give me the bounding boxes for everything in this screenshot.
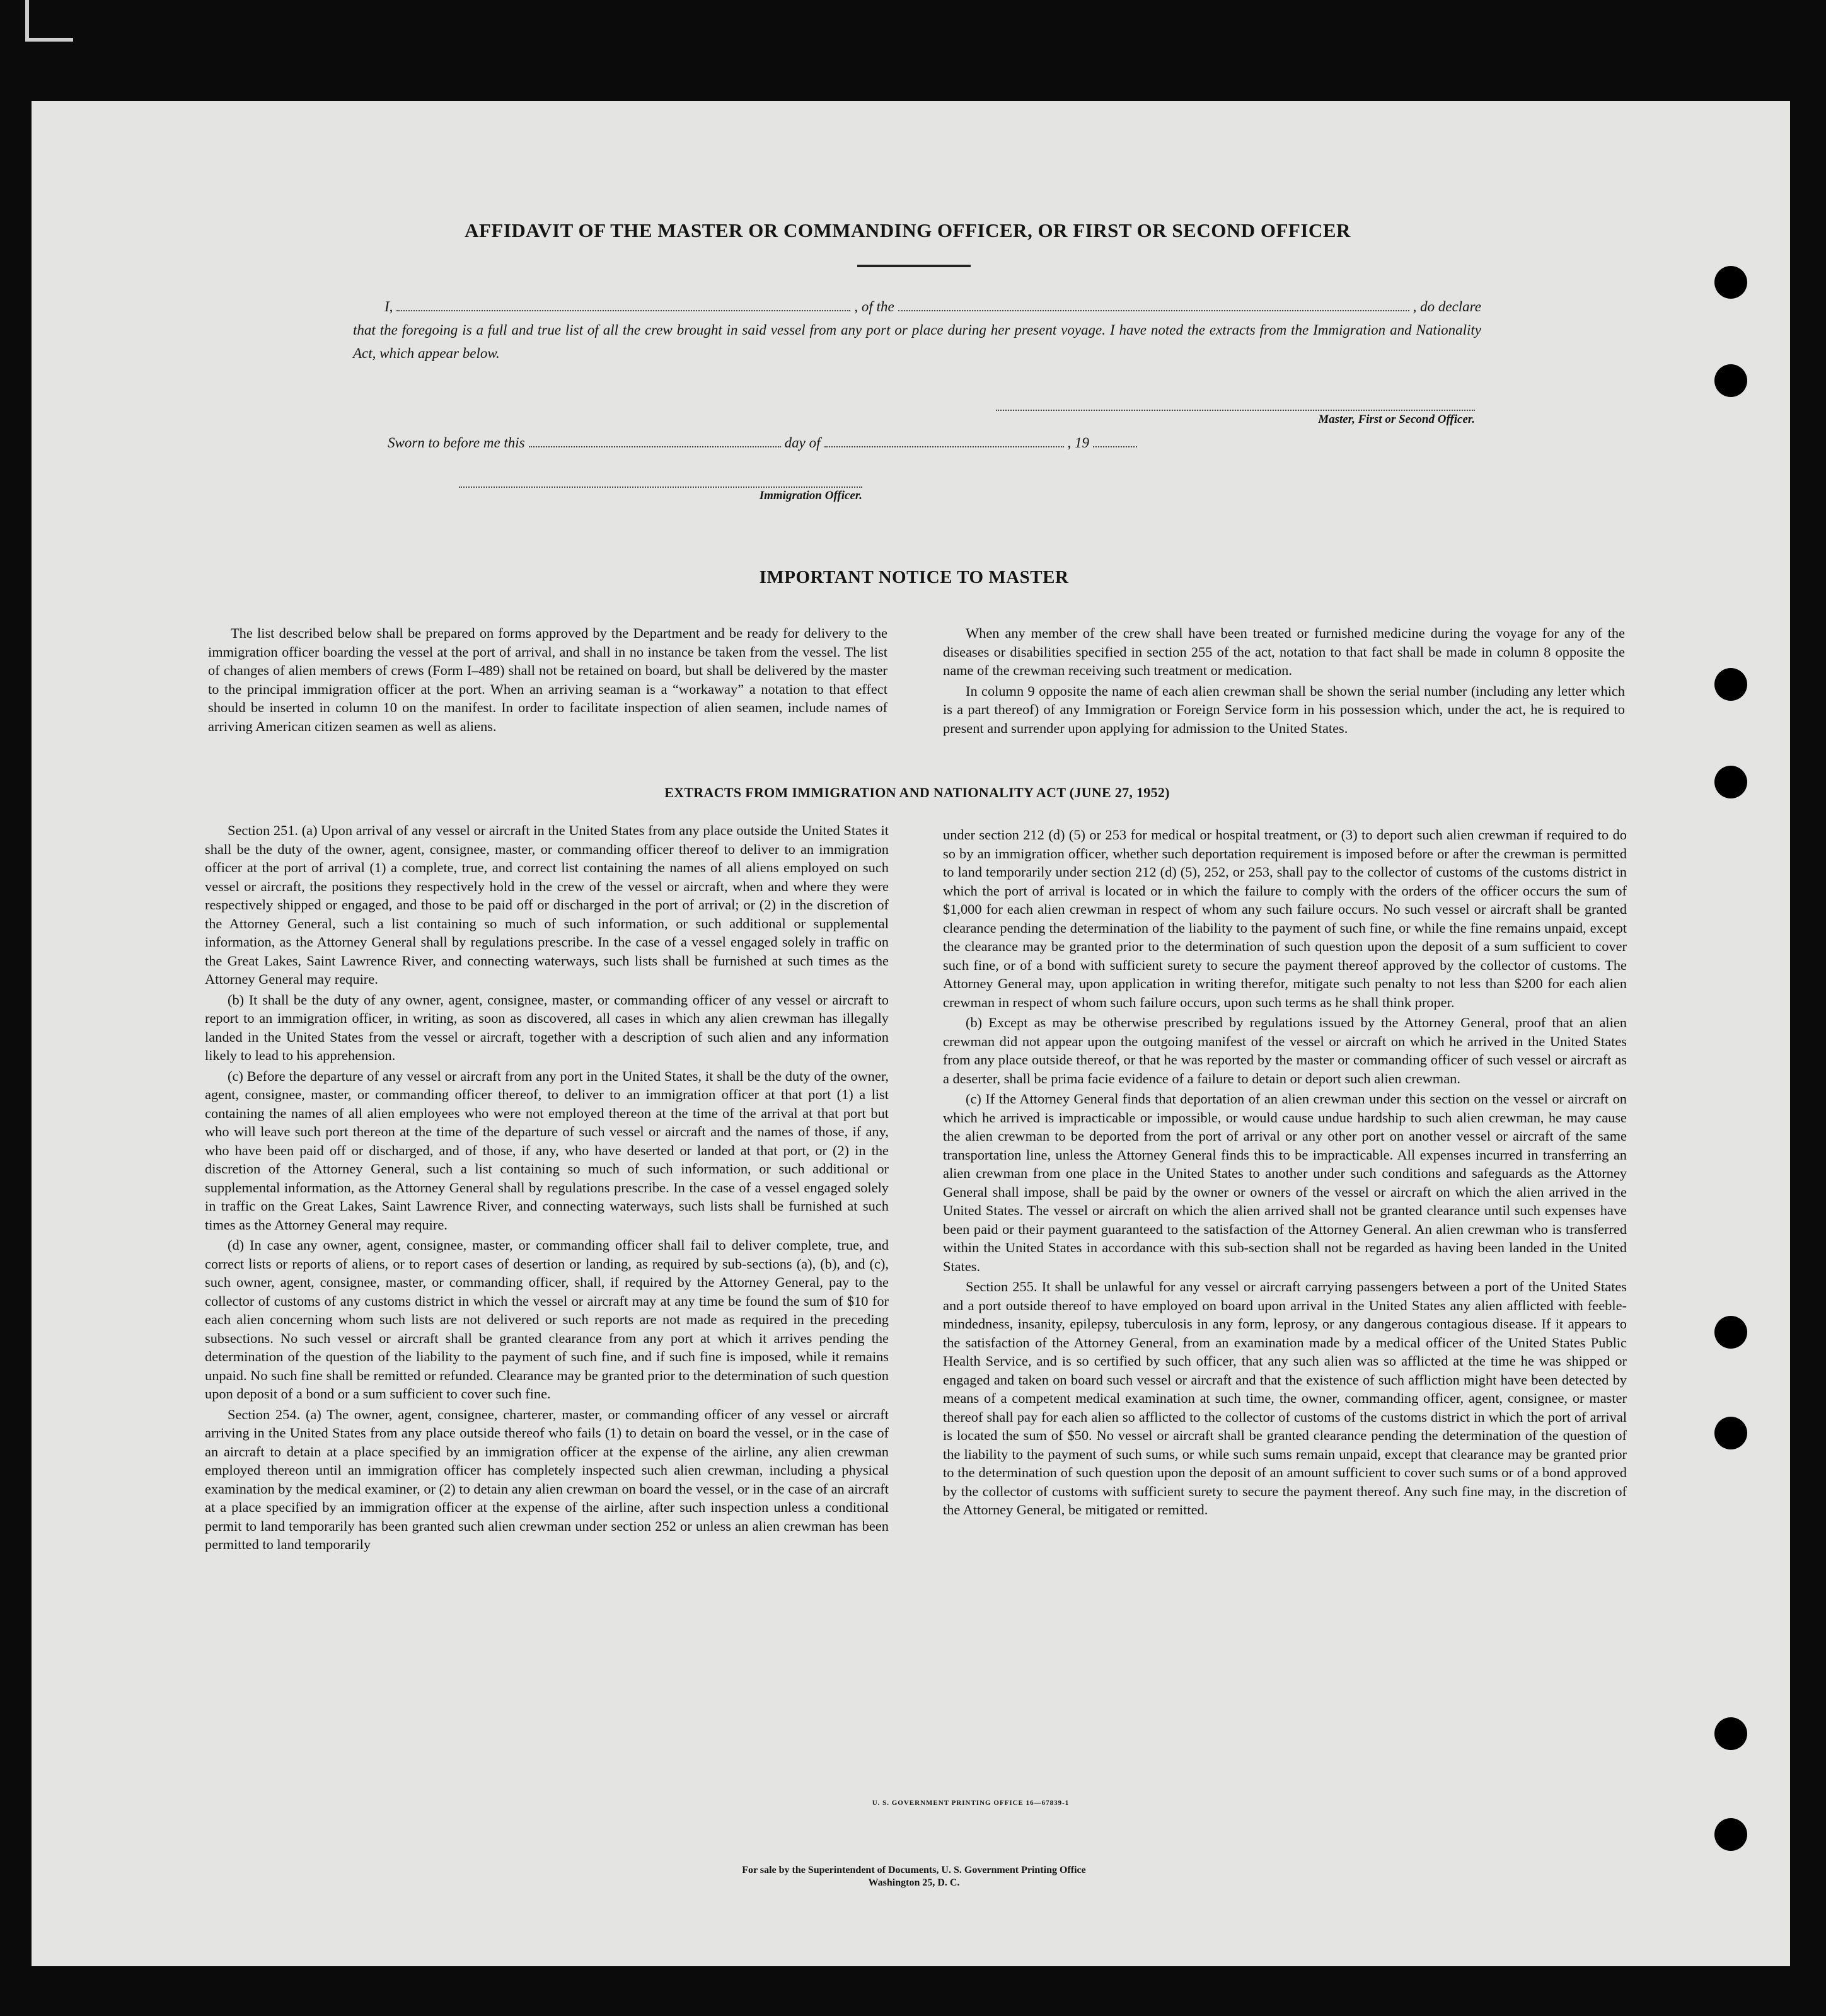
- extracts-title: EXTRACTS FROM IMMIGRATION AND NATIONALITY ACT (JUNE 27, 1952): [664, 785, 1170, 800]
- notice-left-column: [208, 624, 887, 737]
- punch-hole: [1714, 668, 1747, 701]
- notice-paragraph: The list described below shall be prepared on forms approved by the Department and be ready for delivery to the immigration officer boarding the vessel at the port of arrival, and shall in no instance be taken from the vessel. The list of changes of alien members of crews (Form I–489) shall not be retained on board, but shall be delivered by the master to the principal immigration officer at the port. When an arriving seaman is a “workaway” a notation to that effect should be inserted in column 10 on the manifest. In order to facilitate inspection of alien seamen, include names of arriving American citizen seamen as well as aliens.: [208, 625, 887, 734]
- scan-corner-mark: [25, 0, 73, 42]
- declaration-text: that the foregoing is a full and true list of all the crew brought in said vessel from any port or place during her present voyage. I have noted the extracts from the Immigration and Nationality Act, which appear below.: [353, 322, 1481, 361]
- officer-name-field[interactable]: [396, 299, 850, 311]
- immigration-officer-signature-field[interactable]: [459, 487, 862, 488]
- punch-hole: [1714, 1818, 1747, 1851]
- section-paragraph: (c) Before the departure of any vessel or aircraft from any port in the United States, it shall be the duty of the owner, agent, consignee, master, or commanding officer thereof, to deliver to an immigration officer at that port (1) a list containing the names of all alien employees who were not employed thereon at the time of the arrival at that port but who will leave such port thereon at the time of the departure of such vessel or aircraft and the names of those, if any, who have been paid off or discharged, and of those, if any, who have deserted or landed at that port, or (2) in the discretion of the Attorney General, such a list containing so much of such information, or such additional or supplemental information, as the Attorney General shall by regulations prescribe. In the case of a vessel engaged solely in traffic on the Great Lakes, Saint Lawrence River, and connecting waterways, such lists shall be furnished at such times as the Attorney General may require.: [205, 1068, 889, 1233]
- printing-office-line: U. S. GOVERNMENT PRINTING OFFICE 16—67839-1: [872, 1799, 1070, 1807]
- section-paragraph: Section 254. (a) The owner, agent, consignee, charterer, master, or commanding officer of any vessel or aircraft arriving in the United States from any place outside thereof who fails (1) to detain on board the vessel, or in the case of an aircraft to detain at a place specified by an immigration officer at the expense of the airline, any alien crewman employed thereon until an immigration officer has completely inspected such alien crewman, including a physical examination by the medical examiner, or (2) to detain any alien crewman on board the vessel, or in the case of an aircraft at a place specified by an immigration officer at the expense of the airline, after such inspection unless a conditional permit to land temporarily has been granted such alien crewman under section 252 or unless an alien crewman has been permitted to land temporarily: [205, 1406, 889, 1552]
- title-rule: [857, 265, 971, 267]
- immigration-officer-label: Immigration Officer.: [759, 489, 862, 502]
- punch-hole: [1714, 1316, 1747, 1349]
- section-paragraph: Section 255. It shall be unlawful for any vessel or aircraft carrying passengers between a port of the United States and a port outside thereof to have employed on board upon arrival in the United States any alien afflicted with feeble-mindedness, insanity, epilepsy, tuberculosis in any form, leprosy, or any dangerous contagious disease. If it appears to the satisfaction of the Attorney General, from an examination made by a medical officer of the United States Public Health Service, and is so certified by such officer, that any such alien was so afflicted at the time he was shipped or engaged and taken on board such vessel or aircraft and that the existence of such affliction might have been detected by means of a competent medical examination at such time, the owner, commanding officer, agent, consignee, or master thereof shall pay for each alien so afflicted to the collector of customs of the customs district in which the port of arrival is located the sum of $50. No vessel or aircraft shall be granted clearance pending the determination of the question of the liability to the payment of such sums, or while such sums remain unpaid, except that clearance may be granted prior to the determination of such question upon the deposit of an amount sufficient to cover such sums or of a bond approved by the collector of customs with sufficient surety to secure the payment thereof. Any such fine may, in the discretion of the Attorney General, be mitigated or remitted.: [943, 1279, 1627, 1518]
- vessel-name-field[interactable]: [898, 299, 1409, 311]
- sworn-label: Sworn to before me this: [388, 435, 525, 451]
- declaration-block: [353, 295, 1481, 365]
- punch-hole: [1714, 364, 1747, 397]
- sale-notice: [630, 1864, 1198, 1889]
- punch-hole: [1714, 1717, 1747, 1750]
- day-of-label: day of: [784, 435, 821, 451]
- affidavit-title: AFFIDAVIT OF THE MASTER OR COMMANDING OFFICER, OR FIRST OR SECOND OFFICER: [465, 219, 1351, 241]
- section-paragraph: (d) In case any owner, agent, consignee, master, or commanding officer shall fail to deliver complete, true, and correct lists or reports of aliens, or to report cases of desertion or landing, as required by sub-sections (a), (b), and (c), such owner, agent, consignee, master, or commanding officer, shall, if required by the Attorney General, pay to the collector of customs of any customs district in which the vessel or aircraft may at any time be found the sum of $10 for each alien concerning whom such lists are not delivered or such reports are not made as required in the preceding subsections. No such vessel or aircraft shall be granted clearance from any port at which it arrives pending the determination of the question of the liability to the payment of such fine, and if such fine is imposed, while it remains unpaid. No such fine shall be remitted or refunded. Clearance may be granted prior to the determination of such question upon deposit of a bond or a sum sufficient to cover such fine.: [205, 1237, 889, 1402]
- of-the-label: , of the: [854, 299, 894, 314]
- extracts-right-column: [943, 826, 1627, 1521]
- do-declare-label: , do declare: [1413, 299, 1481, 314]
- master-signature-field[interactable]: [996, 410, 1475, 411]
- notice-paragraph: When any member of the crew shall have been treated or furnished medicine during the voyage for any of the diseases or disabilities specified in section 255 of the act, notation to that fact shall be made in column 8 opposite the name of the crewman receiving such treatment or medication.: [943, 625, 1625, 678]
- section-paragraph: (b) It shall be the duty of any owner, agent, consignee, master, or commanding officer of any vessel or aircraft to report to an immigration officer, in writing, as soon as discovered, all cases in which any alien crewman has illegally landed in the United States from the vessel or aircraft, together with a description of such alien and any information likely to lead to his apprehension.: [205, 991, 889, 1063]
- notice-title: IMPORTANT NOTICE TO MASTER: [759, 567, 1069, 587]
- section-paragraph: (b) Except as may be otherwise prescribed by regulations issued by the Attorney General, proof that an alien crewman did not appear upon the outgoing manifest of the vessel or aircraft on which he arrived in the United States from any place outside thereof, or that he was reported by the master or commanding officer of such vessel or aircraft as a deserter, shall be prima facie evidence of a failure to detain or deport such alien crewman.: [943, 1015, 1627, 1086]
- sale-line-1: For sale by the Superintendent of Documents, U. S. Government Printing Office: [742, 1865, 1086, 1875]
- sworn-date-field[interactable]: [529, 436, 781, 447]
- i-label: I,: [384, 299, 393, 314]
- section-paragraph: (c) If the Attorney General finds that deportation of an alien crewman under this section on the vessel or aircraft on which he arrived is impracticable or impossible, or would cause undue hardship to such alien crewman, he may cause the alien crewman to be deported from the port of arrival or any other port on another vessel or aircraft of the same transportation line, unless the Attorney General finds this to be impracticable. All expenses incurred in transferring an alien crewman from one place in the United States to another under such conditions and safeguards as the Attorney General shall impose, shall be paid by the owner or owners of the vessel or aircraft on which the alien arrived in the United States. The vessel or aircraft on which the alien arrived shall not be granted clearance until such expenses have been paid or their payment guaranteed to the satisfaction of the Attorney General. An alien crewman who is transferred within the United States in accordance with this sub-section shall not be regarded as having been landed in the United States.: [943, 1091, 1627, 1274]
- declaration-first-line: [353, 295, 1481, 318]
- section-paragraph: under section 212 (d) (5) or 253 for medical or hospital treatment, or (3) to deport such alien crewman if required to do so by an immigration officer, whether such deportation requirement is imposed before or after the crewman is permitted to land temporarily under section 212 (d) (5), 252, or 253, shall pay to the collector of customs of the customs district in which the port of arrival is located or in which the failure to comply with the orders of the officer occurs the sum of $1,000 for each alien crewman in respect of whom any such failure occurs. No such vessel or aircraft shall be granted clearance pending the determination of the liability to the payment of such fine, or while the fine remains unpaid, except the clearance may be granted prior to the determination of such question upon the deposit of a sum sufficient to cover such fine, or of a bond with sufficient surety to secure the payment thereof approved by the collector of customs. The Attorney General may, upon application in writing therefor, mitigate such penalty to not less than $200 for each alien crewman in respect of whom such failure occurs, upon such terms as he shall think proper.: [943, 827, 1627, 1010]
- extracts-left-column: [205, 821, 889, 1556]
- notice-paragraph: In column 9 opposite the name of each alien crewman shall be shown the serial number (including any letter which is a part thereof) of any Immigration or Foreign Service form in his possession which, under the act, he is required to present and surrender upon applying for admission to the United States.: [943, 683, 1625, 736]
- sworn-year-field[interactable]: [1093, 436, 1137, 447]
- sworn-month-field[interactable]: [824, 436, 1064, 447]
- year-label: , 19: [1067, 435, 1089, 451]
- sale-line-2: Washington 25, D. C.: [868, 1877, 960, 1888]
- section-paragraph: Section 251. (a) Upon arrival of any vessel or aircraft in the United States from any place outside the United States it shall be the duty of the owner, agent, consignee, master, or commanding officer thereof to deliver to an immigration officer at the port of arrival (1) a complete, true, and correct list containing the names of all aliens employed on such vessel or aircraft, the positions they respectively hold in the crew of the vessel or aircraft, when and where they were respectively shipped or engaged, and those to be paid off or discharged in the port of arrival; or (2) in the discretion of the Attorney General, such a list containing so much of such information, or such additional or supplemental information, as the Attorney General shall by regulations prescribe. In the case of a vessel engaged solely in traffic on the Great Lakes, Saint Lawrence River, and connecting waterways, such lists shall be furnished at such times as the Attorney General may require.: [205, 822, 889, 987]
- punch-hole: [1714, 1417, 1747, 1449]
- punch-hole: [1714, 766, 1747, 798]
- sworn-line: [388, 435, 1207, 451]
- punch-hole: [1714, 266, 1747, 299]
- notice-right-column: [943, 624, 1625, 739]
- master-signature-label: Master, First or Second Officer.: [1318, 413, 1475, 426]
